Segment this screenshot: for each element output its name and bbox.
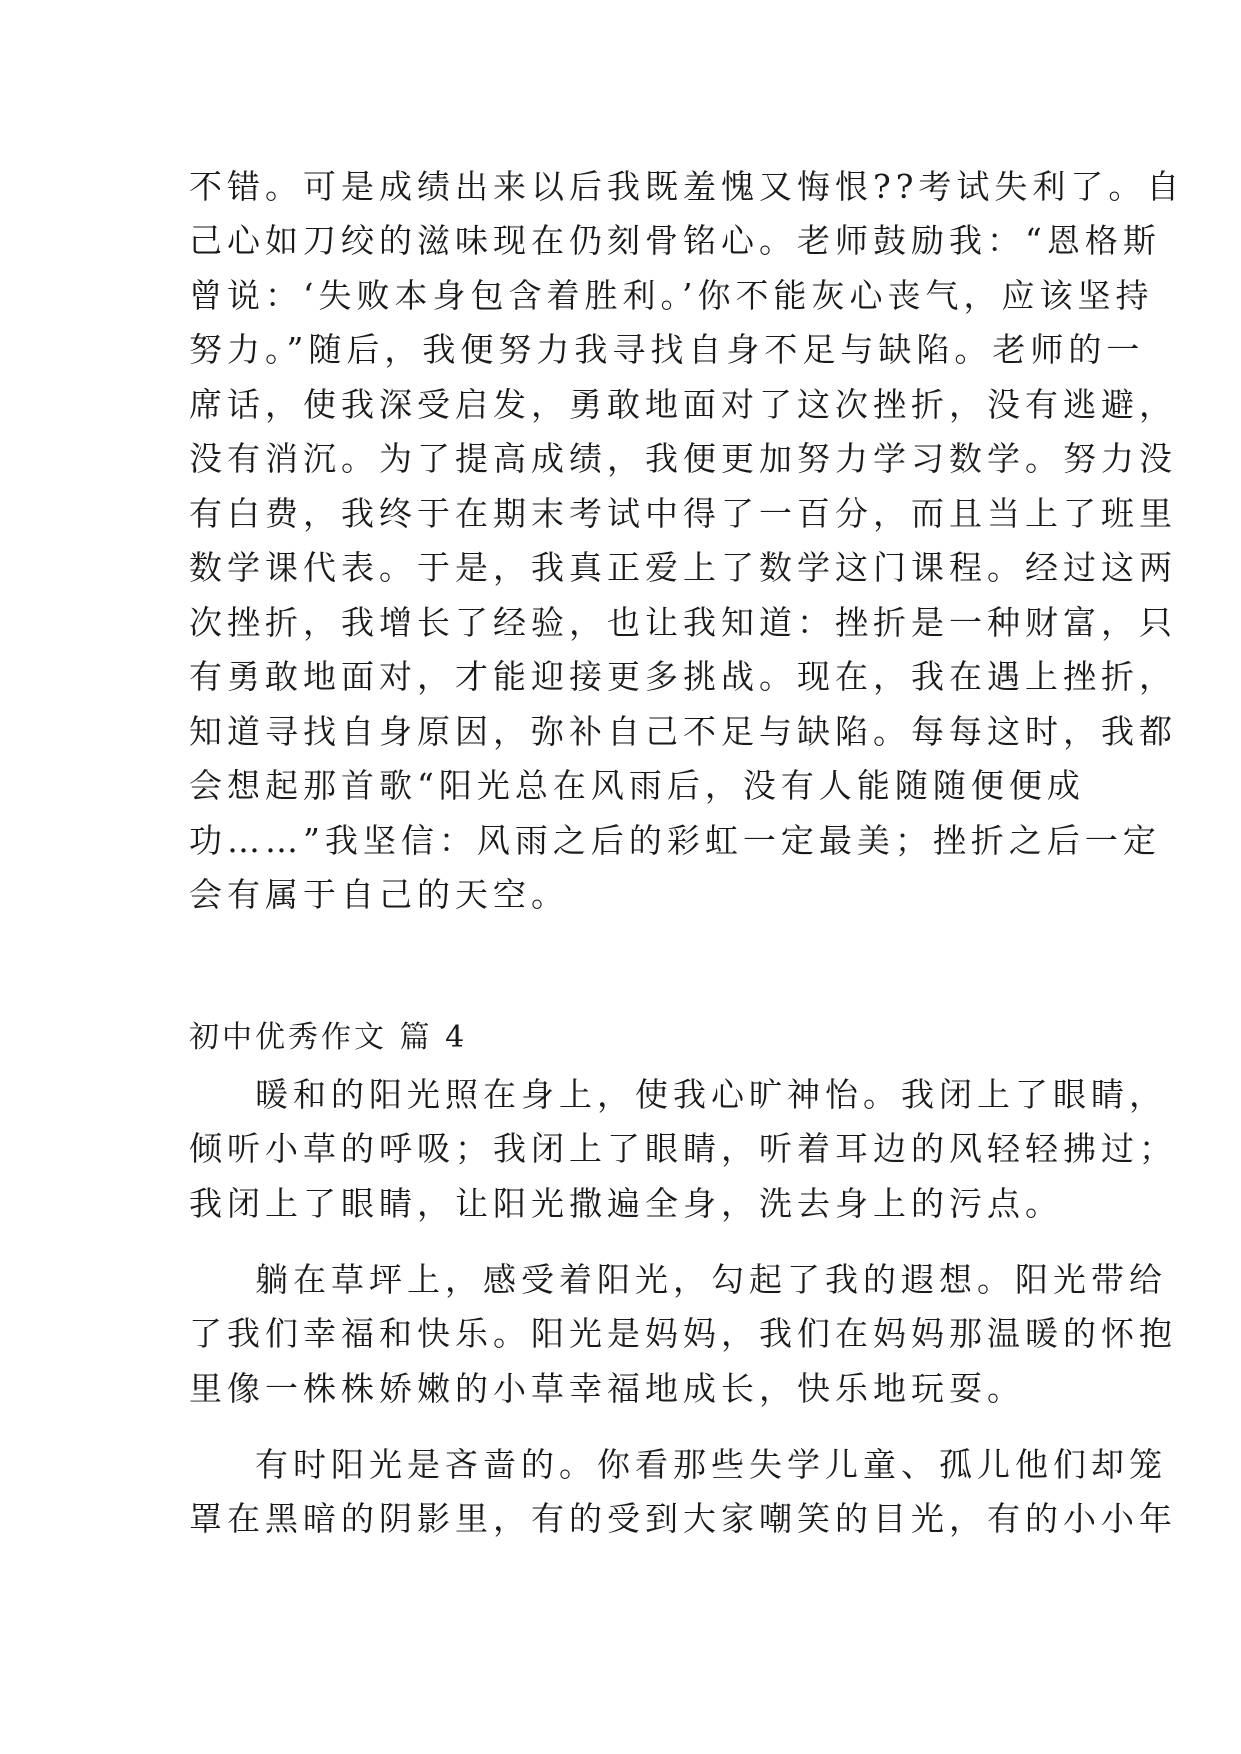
- text-line: 躺在草坪上，感受着阳光，勾起了我的遐想。阳光带给: [255, 1260, 1167, 1299]
- text-line: 里像一株株娇嫩的小草幸福地成长，快乐地玩耍。: [189, 1369, 1025, 1408]
- text-line: 曾说：‘失败本身包含着胜利。’你不能灰心丧气，应该坚持: [189, 276, 1154, 315]
- text-line: 知道寻找自身原因，弥补自己不足与缺陷。每每这时，我都: [189, 712, 1177, 751]
- text-line: 不错。可是成绩出来以后我既羞愧又悔恨??考试失利了。自: [189, 167, 1185, 206]
- text-line: 席话，使我深受启发，勇敢地面对了这次挫折，没有逃避，: [189, 385, 1177, 424]
- text-line: 没有消沉。为了提高成绩，我便更加努力学习数学。努力没: [189, 439, 1177, 478]
- text-line: 努力。”随后，我便努力我寻找自身不足与缺陷。老师的一: [189, 330, 1145, 369]
- text-line: 暖和的阳光照在身上，使我心旷神怡。我闭上了眼睛，: [255, 1075, 1167, 1114]
- text-line: 有勇敢地面对，才能迎接更多挑战。现在，我在遇上挫折，: [189, 657, 1177, 696]
- text-line: 功……”我坚信：风雨之后的彩虹一定最美；挫折之后一定: [189, 821, 1161, 860]
- text-line: 有白费，我终于在期末考试中得了一百分，而且当上了班里: [189, 494, 1177, 533]
- text-line: 有时阳光是吝啬的。你看那些失学儿童、孤儿他们却笼: [255, 1445, 1167, 1484]
- text-line: 次挫折，我增长了经验，也让我知道：挫折是一种财富，只: [189, 603, 1177, 642]
- text-line: 倾听小草的呼吸；我闭上了眼睛，听着耳边的风轻轻拂过；: [189, 1129, 1177, 1168]
- text-line: 我闭上了眼睛，让阳光撒遍全身，洗去身上的污点。: [189, 1184, 1063, 1223]
- text-line: 己心如刀绞的滋味现在仍刻骨铭心。老师鼓励我：“恩格斯: [189, 221, 1161, 260]
- text-line: 会有属于自己的天空。: [189, 875, 569, 914]
- text-line: 会想起那首歌“阳光总在风雨后，没有人能随随便便成: [189, 766, 1085, 805]
- section-title: 初中优秀作文 篇 4: [189, 1020, 468, 1055]
- text-line: 罩在黑暗的阴影里，有的受到大家嘲笑的目光，有的小小年: [189, 1499, 1177, 1538]
- text-line: 了我们幸福和快乐。阳光是妈妈，我们在妈妈那温暖的怀抱: [189, 1314, 1177, 1353]
- text-line: 数学课代表。于是，我真正爱上了数学这门课程。经过这两: [189, 548, 1177, 587]
